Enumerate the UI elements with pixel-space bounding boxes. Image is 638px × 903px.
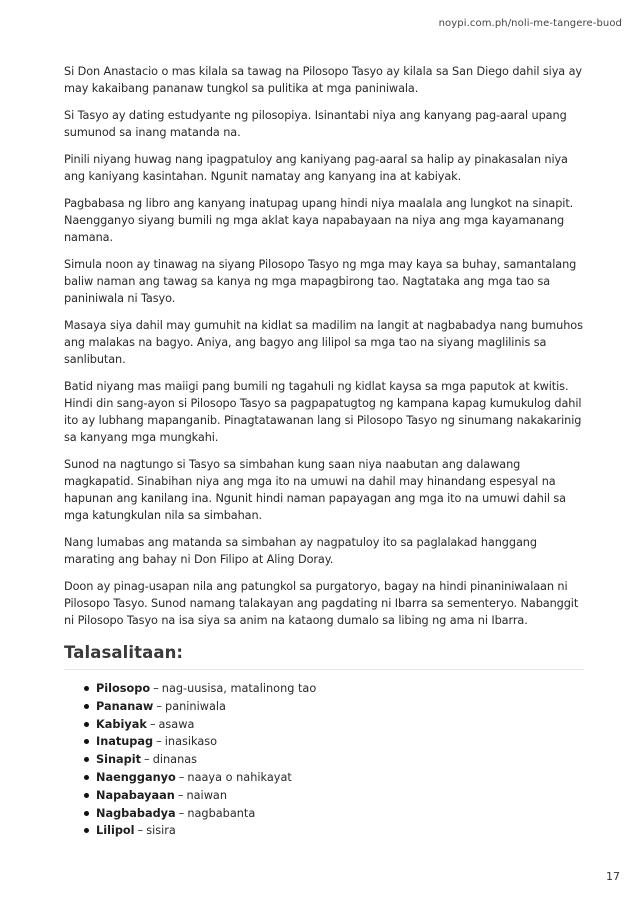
- vocab-separator: –: [153, 682, 159, 695]
- vocab-definition: asawa: [158, 717, 195, 731]
- paragraph: Pagbabasa ng libro ang kanyang inatupag upang hindi niya maalala ang lungkot na sinapit. Naengganyo siyang bumili ng mga aklat kaya napabayaan na niya ang mga kayamanang namana.: [64, 197, 574, 244]
- list-item: [84, 822, 584, 839]
- vocab-separator: –: [149, 717, 156, 731]
- document-body: [64, 63, 584, 840]
- vocab-term: Lilipol: [96, 824, 135, 838]
- paragraph: Si Don Anastacio o mas kilala sa tawag na Pilosopo Tasyo ay kilala sa San Diego dahil siya ay may kakaibang pananaw tungkol sa pulitika at mga paniniwala.: [64, 65, 583, 95]
- vocab-term: Nagbabadya: [96, 806, 176, 820]
- vocab-definition: nag-uusisa, matalinong tao: [161, 682, 317, 695]
- vocab-term: Pilosopo: [96, 682, 151, 695]
- vocab-separator: –: [178, 770, 185, 784]
- paragraph: Simula noon ay tinawag na siyang Pilosopo Tasyo ng mga may kaya sa buhay, samantalang baliw naman ang tawag sa kanya ng mga mapagbirong tao. Nagtataka ang mga tao sa paniniwala ni Tasyo.: [64, 258, 577, 305]
- vocab-definition: naaya o nahikayat: [187, 770, 292, 784]
- vocab-definition: paniniwala: [165, 699, 226, 713]
- vocab-term: Inatupag: [96, 735, 154, 749]
- vocab-separator: –: [156, 699, 163, 713]
- vocab-separator: –: [178, 806, 185, 820]
- vocab-separator: –: [144, 753, 150, 767]
- vocabulary-heading: Talasalitaan:: [64, 643, 584, 670]
- list-item: [84, 751, 584, 768]
- list-item: [84, 805, 584, 822]
- list-item: [84, 787, 584, 804]
- vocab-term: Kabiyak: [96, 717, 147, 731]
- vocab-definition: naiwan: [186, 788, 228, 802]
- paragraph: Pinili niyang huwag nang ipagpatuloy ang kaniyang pag-aaral sa halip ay pinakasalan niya ang kaniyang kasintahan. Ngunit namatay ang kanyang ina at kabiyak.: [64, 153, 568, 183]
- paragraph: Sunod na nagtungo si Tasyo sa simbahan kung saan niya naabutan ang dalawang magkapatid. Sinabihan niya ang mga ito na umuwi na dahil may hinandang espesyal na hapunan ang kanilang ina. Ngunit hindi naman papayagan ang mga ito na umuwi dahil sa mga katungkulan nila sa simbahan.: [64, 458, 567, 522]
- list-item: [84, 698, 584, 715]
- paragraph: Si Tasyo ay dating estudyante ng pilosopiya. Isinantabi niya ang kanyang pag-aaral upang sumunod sa inang matanda na.: [64, 109, 567, 139]
- vocab-definition: nagbabanta: [187, 806, 256, 820]
- vocab-definition: dinanas: [152, 753, 198, 767]
- vocabulary-list: [64, 680, 584, 839]
- vocab-separator: –: [156, 735, 162, 749]
- source-url: noypi.com.ph/noli-me-tangere-buod: [438, 18, 622, 29]
- vocab-separator: –: [177, 788, 184, 802]
- list-item: [84, 680, 584, 697]
- list-item: [84, 716, 584, 733]
- list-item: [84, 733, 584, 750]
- paragraph: Batid niyang mas maiigi pang bumili ng tagahuli ng kidlat kaysa sa mga paputok at kwitis. Hindi din sang-ayon si Pilosopo Tasyo sa pagpapatugtog ng kampana kapag kumukulog dahil ito ay lubhang mapanganib. Pinagtatawanan lang si Pilosopo Tasyo ng sinumang nakakarinig sa kanyang mga mungkahi.: [64, 380, 582, 444]
- paragraph: Masaya siya dahil may gumuhit na kidlat sa madilim na langit at nagbabadya nang bumuhos ang malakas na bagyo. Aniya, ang bagyo ang lilipol sa mga tao na siyang maglilinis sa sanlibutan.: [64, 319, 583, 366]
- vocab-term: Naengganyo: [96, 770, 176, 784]
- paragraph: Nang lumabas ang matanda sa simbahan ay nagpatuloy ito sa paglalakad hanggang marating ang bahay ni Don Filipo at Aling Doray.: [64, 536, 537, 566]
- page-number: 17: [606, 870, 620, 883]
- list-item: [84, 769, 584, 786]
- vocab-separator: –: [137, 824, 144, 838]
- vocab-term: Napabayaan: [96, 788, 175, 802]
- paragraph: Doon ay pinag-usapan nila ang patungkol sa purgatoryo, bagay na hindi pinaniniwalaan ni Pilosopo Tasyo. Sunod namang talakayan ang pagdating ni Ibarra sa sementeryo. Nabanggit ni Pilosopo Tasyo na isa siya sa anim na kataong dumalo sa libing ng ama ni Ibarra.: [64, 580, 579, 627]
- vocab-term: Pananaw: [96, 699, 154, 713]
- vocab-definition: inasikaso: [164, 735, 218, 749]
- vocab-definition: sisira: [146, 824, 176, 838]
- vocab-term: Sinapit: [96, 753, 142, 767]
